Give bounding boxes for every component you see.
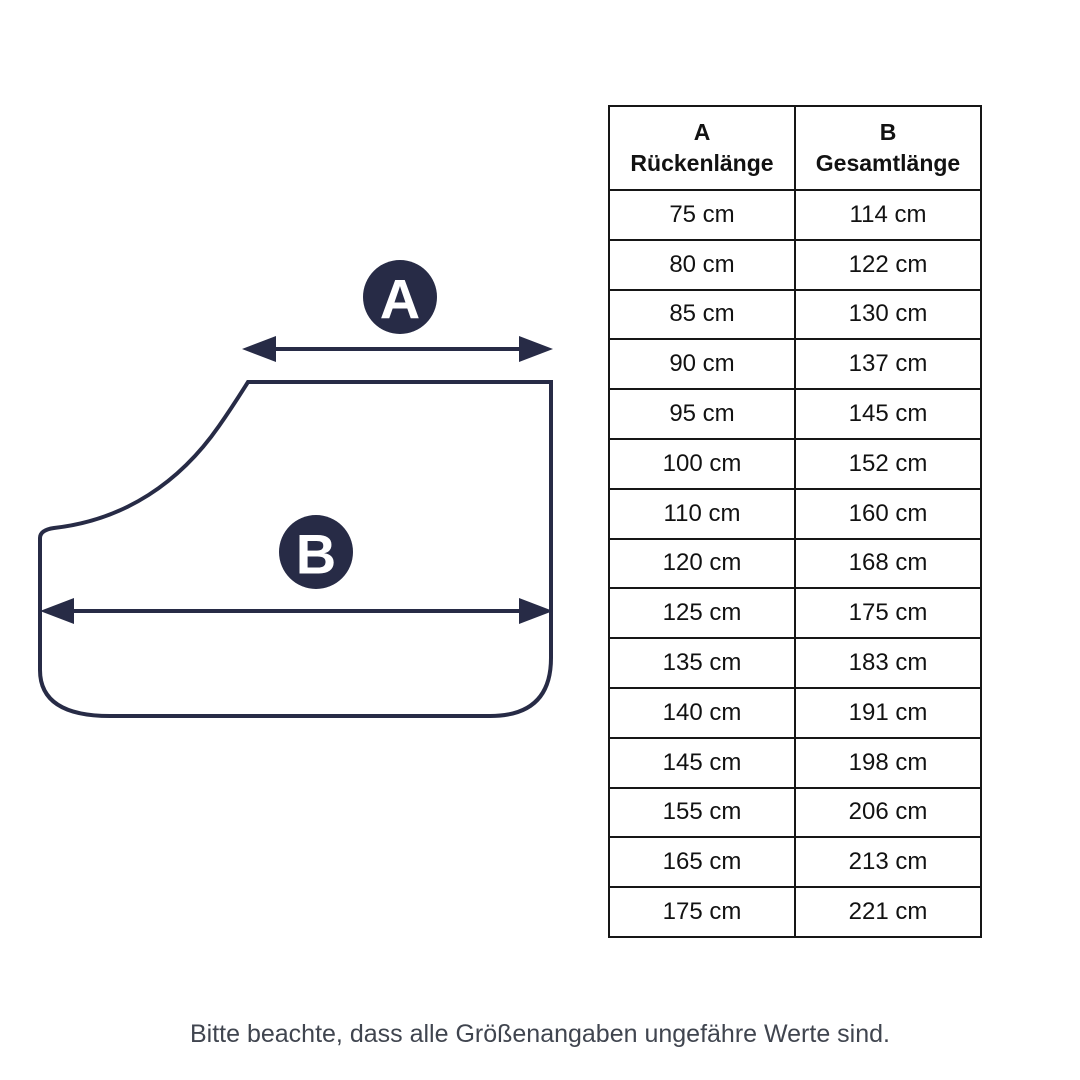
measure-a-badge: [363, 260, 437, 334]
size-cell-b: 206 cm: [794, 789, 980, 837]
table-row: [610, 886, 980, 936]
size-table: [608, 105, 982, 938]
header-a-letter: A: [693, 119, 711, 145]
table-row: [610, 787, 980, 837]
size-cell-b: 160 cm: [794, 490, 980, 538]
size-cell-a: 85 cm: [669, 300, 735, 328]
size-cell-b: 198 cm: [794, 739, 980, 787]
size-cell-b: 191 cm: [794, 689, 980, 737]
table-row: [610, 488, 980, 538]
size-cell-b: 130 cm: [794, 291, 980, 339]
measure-b-badge: [279, 515, 353, 589]
header-col-b: [794, 107, 980, 189]
size-cell-b: 175 cm: [794, 589, 980, 637]
table-row: [610, 687, 980, 737]
measure-b-arrow: [40, 598, 553, 624]
size-cell-a: 110 cm: [663, 499, 741, 527]
measurement-diagram: [0, 230, 600, 750]
size-cell-a: 165 cm: [662, 848, 742, 876]
measure-a-arrow: [242, 336, 553, 362]
table-row: [610, 637, 980, 687]
size-table-body: [610, 191, 980, 936]
table-row: [610, 587, 980, 637]
size-cell-a: 120 cm: [662, 549, 742, 577]
header-b-name: Gesamtlänge: [815, 150, 961, 176]
header-b-letter: B: [879, 119, 897, 145]
size-cell-a: 155 cm: [662, 798, 742, 826]
size-cell-a: 75 cm: [669, 200, 735, 228]
table-row: [610, 388, 980, 438]
header-col-a: [610, 107, 794, 189]
size-cell-b: 183 cm: [794, 639, 980, 687]
size-cell-a: 90 cm: [669, 350, 735, 378]
size-cell-a: 135 cm: [662, 649, 742, 677]
size-cell-a: 145 cm: [662, 748, 742, 776]
size-cell-b: 168 cm: [794, 540, 980, 588]
size-cell-b: 152 cm: [794, 440, 980, 488]
table-row: [610, 836, 980, 886]
size-table-header: [610, 107, 980, 191]
table-row: [610, 737, 980, 787]
measure-b-label: B: [295, 522, 337, 586]
table-row: [610, 338, 980, 388]
size-cell-a: 80 cm: [669, 250, 735, 278]
table-row: [610, 538, 980, 588]
size-cell-a: 100 cm: [662, 449, 742, 477]
size-cell-b: 114 cm: [794, 191, 980, 239]
size-cell-b: 213 cm: [794, 838, 980, 886]
table-row: [610, 239, 980, 289]
table-row: [610, 289, 980, 339]
table-row: [610, 191, 980, 239]
measure-a-label: A: [379, 267, 421, 331]
footer-note: Bitte beachte, dass alle Größenangaben ungefähre Werte sind.: [190, 1020, 890, 1048]
size-cell-b: 122 cm: [794, 241, 980, 289]
header-a-name: Rückenlänge: [630, 150, 774, 176]
size-cell-a: 140 cm: [662, 698, 742, 726]
table-row: [610, 438, 980, 488]
size-cell-b: 137 cm: [794, 340, 980, 388]
size-cell-b: 145 cm: [794, 390, 980, 438]
size-cell-a: 125 cm: [662, 599, 742, 627]
size-cell-a: 95 cm: [669, 400, 735, 428]
size-cell-a: 175 cm: [662, 898, 742, 926]
size-cell-b: 221 cm: [794, 888, 980, 936]
